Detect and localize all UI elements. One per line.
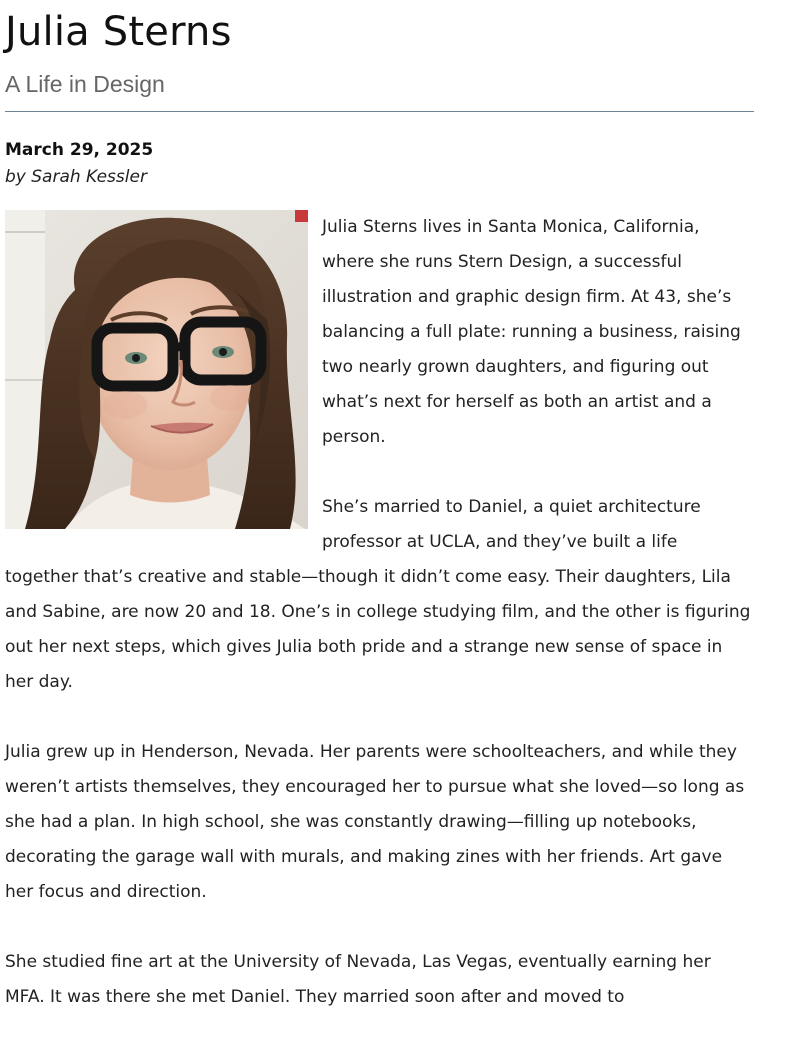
article-body bbox=[5, 210, 754, 1015]
page-subtitle: A Life in Design bbox=[5, 71, 165, 97]
page-title: Julia Sterns bbox=[5, 9, 232, 55]
article-paragraph-2: She’s married to Daniel, a quiet architecture professor at UCLA, and they’ve built a life together that’s creative and stable—though it didn’t come easy. Their daughters, Lila and Sabine, are now 20 and 18. One’s in college studying film, and the other is figuring out her next steps, which gives Julia both pride and a strange new sense of space in her day. bbox=[5, 497, 751, 692]
article-page bbox=[5, 0, 754, 1050]
header-divider bbox=[5, 111, 754, 112]
article-paragraph-1: Julia Sterns lives in Santa Monica, California, where she runs Stern Design, a successful illustration and graphic design firm. At 43, she’s balancing a full plate: running a business, raising two nearly grown daughters, and figuring out what’s next for herself as both an artist and a person. bbox=[322, 217, 741, 447]
author-byline: by Sarah Kessler bbox=[5, 167, 147, 187]
article-paragraph-4: She studied fine art at the University of Nevada, Las Vegas, eventually earning her MFA. It was there she met Daniel. They married soon after and moved to bbox=[5, 952, 711, 1007]
publish-date: March 29, 2025 bbox=[5, 140, 154, 160]
portrait-photo bbox=[5, 210, 308, 529]
article-paragraph-3: Julia grew up in Henderson, Nevada. Her parents were schoolteachers, and while they weren’t artists themselves, they encouraged her to pursue what she loved—so long as she had a plan. In high school, she was constantly drawing—filling up notebooks, decorating the garage wall with murals, and making zines with her friends. Art gave her focus and direction. bbox=[5, 742, 745, 902]
